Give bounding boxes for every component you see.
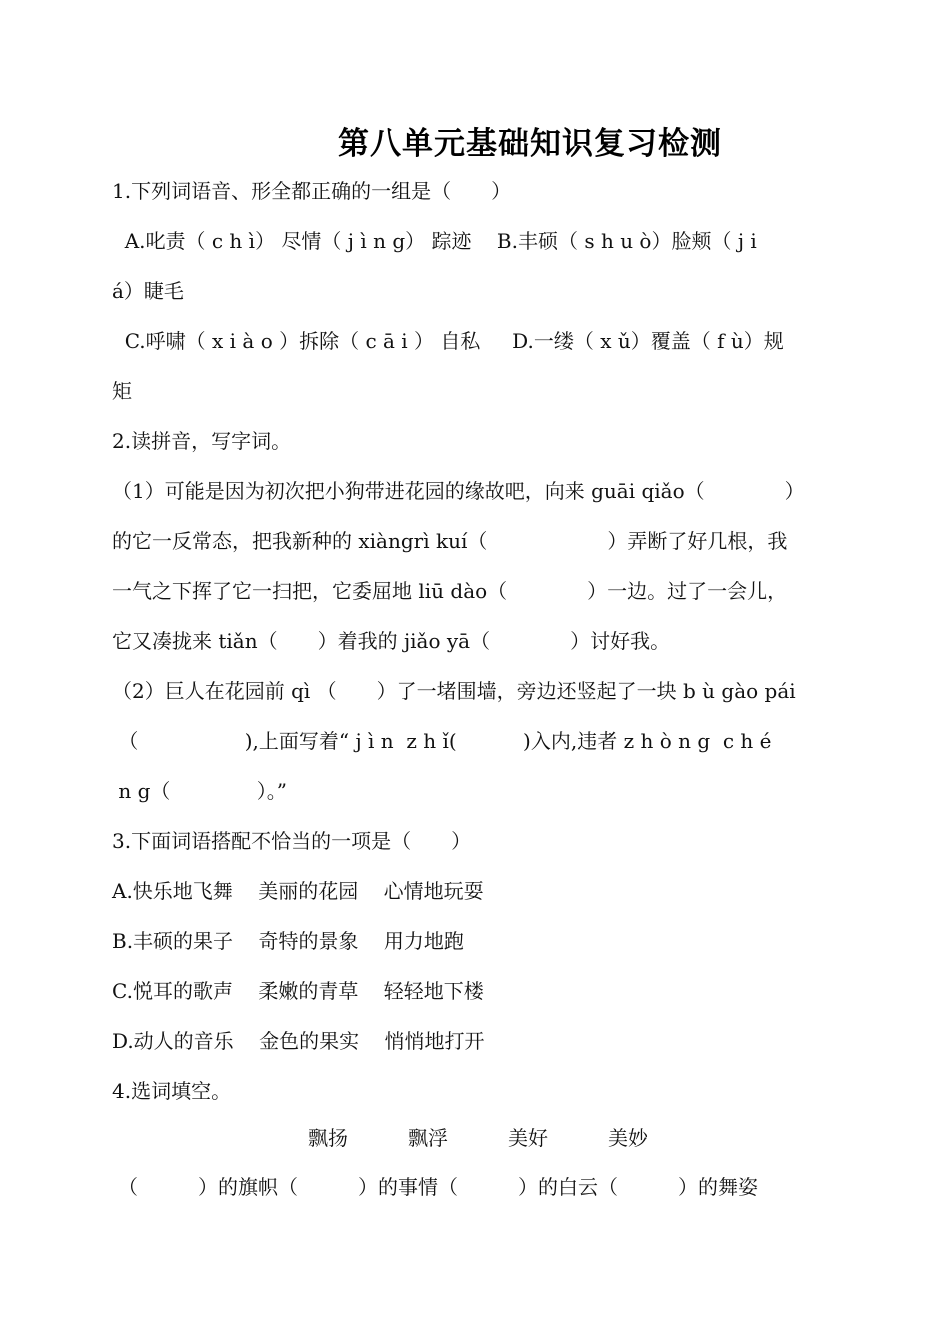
q2-stem: 2.读拼音，写字词。 (112, 429, 292, 453)
word-bank-item: 美好 (508, 1126, 548, 1150)
q1-option-cd: C.呼啸（ x i à o ）拆除（ c ā i ） 自私 D.一缕（ x ǔ）覆盖（ f ù）规 (112, 329, 784, 353)
q3-option-c: C.悦耳的歌声 柔嫩的青草 轻轻地下楼 (112, 979, 484, 1003)
q1-option-ab-cont: á）睫毛 (112, 279, 184, 303)
q3-option-a: A.快乐地飞舞 美丽的花园 心情地玩耍 (112, 879, 484, 903)
q3-stem: 3.下面词语搭配不恰当的一项是（ ） (112, 829, 472, 853)
q4-fill-blanks: （ ）的旗帜（ ）的事情（ ）的白云（ ）的舞姿 (118, 1175, 758, 1199)
word-bank-item: 飘浮 (408, 1126, 448, 1150)
q3-option-d: D.动人的音乐 金色的果实 悄悄地打开 (112, 1029, 485, 1053)
q1-stem: 1.下列词语音、形全都正确的一组是（ ） (112, 179, 512, 203)
q1-option-ab: A.叱责（ c h ì） 尽情（ j ì n g） 踪迹 B.丰硕（ s h u ò）脸颊（ j i (112, 229, 757, 253)
q3-option-b: B.丰硕的果子 奇特的景象 用力地跑 (112, 929, 464, 953)
word-bank-item: 美妙 (608, 1126, 648, 1150)
word-bank-item: 飘扬 (308, 1126, 348, 1150)
q2-part2-line3: n g（ ）。” (112, 779, 287, 803)
q1-option-cd-cont: 矩 (112, 379, 132, 403)
q2-part1-line2: 的它一反常态，把我新种的 xiàngrì kuí（ ）弄断了好几根，我 (112, 529, 788, 553)
page-title: 第八单元基础知识复习检测 (338, 126, 722, 162)
q2-part1-line3: 一气之下挥了它一扫把，它委屈地 liū dào（ ）一边。过了一会儿， (112, 579, 788, 603)
q4-stem: 4.选词填空。 (112, 1079, 232, 1103)
q2-part2-line2: （ ),上面写着“ j ì n z h ǐ( )入内,违者 z h ò n g c h é (112, 729, 772, 753)
q2-part2-line1: （2）巨人在花园前 qì （ ）了一堵围墙，旁边还竖起了一块 b ù gào pái (112, 679, 796, 703)
q2-part1-line4: 它又凑拢来 tiǎn（ ）着我的 jiǎo yā（ ）讨好我。 (112, 629, 671, 653)
q2-part1-line1: （1）可能是因为初次把小狗带进花园的缘故吧，向来 guāi qiǎo（ ） (112, 479, 805, 503)
